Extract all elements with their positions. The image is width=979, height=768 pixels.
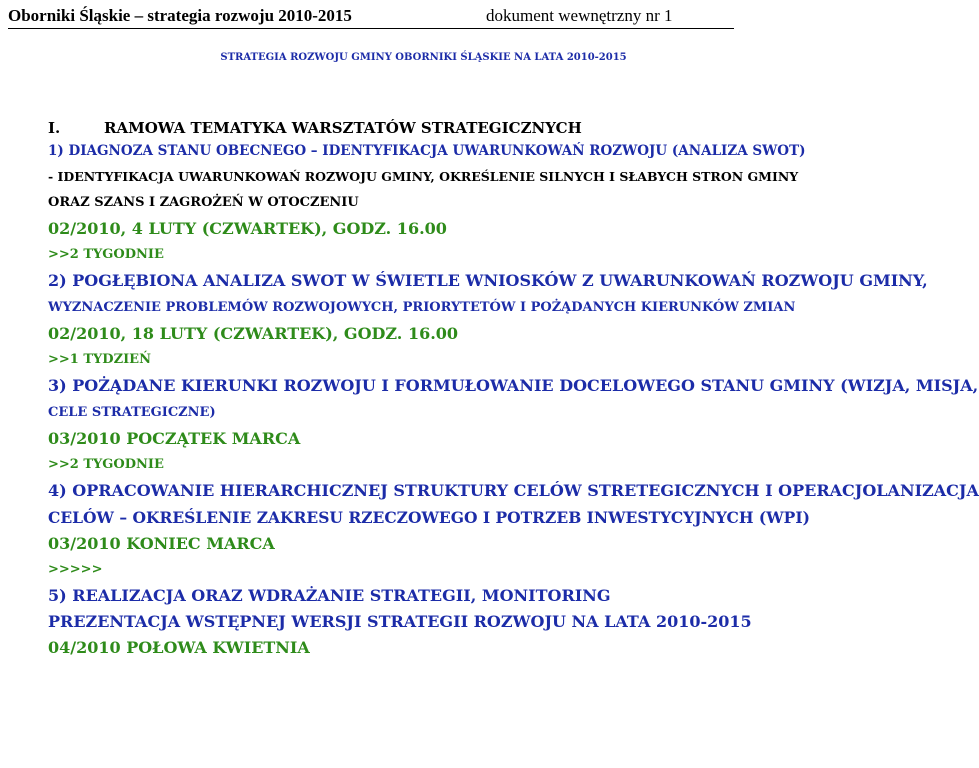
item-4-date: 03/2010 KONIEC MARCA	[48, 534, 275, 553]
item-5-date: 04/2010 POŁOWA KWIETNIA	[48, 638, 310, 657]
item-2-title-line-2: WYZNACZENIE PROBLEMÓW ROZWOJOWYCH, PRIORYTETÓW I POŻĄDANYCH KIERUNKÓW ZMIAN	[48, 300, 796, 315]
item-4-title-line-2: CELÓW – OKREŚLENIE ZAKRESU RZECZOWEGO I POTRZEB INWESTYCYJNYCH (WPI)	[48, 508, 810, 527]
running-header	[8, 4, 734, 29]
document-title: STRATEGIA ROZWOJU GMINY OBORNIKI ŚLĄSKIE NA LATA 2010-2015	[220, 52, 627, 63]
item-1-desc-line-1: - IDENTYFIKACJA UWARUNKOWAŃ ROZWOJU GMINY, OKREŚLENIE SILNYCH I SŁABYCH STRON GMINY	[48, 169, 799, 184]
item-2-interval: >>1 TYDZIEŃ	[48, 352, 151, 367]
item-2-title-line-1: 2) POGŁĘBIONA ANALIZA SWOT W ŚWIETLE WNIOSKÓW Z UWARUNKOWAŃ ROZWOJU GMINY,	[48, 271, 928, 290]
item-1-desc-line-2: ORAZ SZANS I ZAGROŻEŃ W OTOCZENIU	[48, 195, 359, 210]
item-3-interval: >>2 TYGODNIE	[48, 457, 164, 472]
item-3-date: 03/2010 POCZĄTEK MARCA	[48, 429, 301, 448]
item-4-title-line-1: 4) OPRACOWANIE HIERARCHICZNEJ STRUKTURY CELÓW STRETEGICZNYCH I OPERACJOLANIZACJA	[48, 481, 979, 500]
item-5-title-line-2: PREZENTACJA WSTĘPNEJ WERSJI STRATEGII ROZWOJU NA LATA 2010-2015	[48, 612, 752, 631]
section-number: I.	[48, 119, 61, 137]
item-3-title-line-1: 3) POŻĄDANE KIERUNKI ROZWOJU I FORMUŁOWANIE DOCELOWEGO STANU GMINY (WIZJA, MISJA,	[48, 376, 979, 395]
item-4-interval: >>>>>	[48, 562, 103, 577]
header-left-text: Oborniki Śląskie – strategia rozwoju 2010-2015	[8, 6, 352, 25]
item-3-title-line-2: CELE STRATEGICZNE)	[48, 405, 216, 420]
item-2-date: 02/2010, 18 LUTY (CZWARTEK), GODZ. 16.00	[48, 324, 459, 343]
item-1-title-line-1: 1) DIAGNOZA STANU OBECNEGO – IDENTYFIKACJA UWARUNKOWAŃ ROZWOJU (ANALIZA SWOT)	[48, 143, 806, 159]
section-heading-text: RAMOWA TEMATYKA WARSZTATÓW STRATEGICZNYCH	[104, 119, 582, 137]
item-1-date: 02/2010, 4 LUTY (CZWARTEK), GODZ. 16.00	[48, 219, 447, 238]
item-5-title-line-1: 5) REALIZACJA ORAZ WDRAŻANIE STRATEGII, MONITORING	[48, 586, 611, 605]
header-right-text: dokument wewnętrzny nr 1	[486, 6, 673, 25]
item-1-interval: >>2 TYGODNIE	[48, 247, 164, 262]
section-heading	[48, 118, 582, 138]
